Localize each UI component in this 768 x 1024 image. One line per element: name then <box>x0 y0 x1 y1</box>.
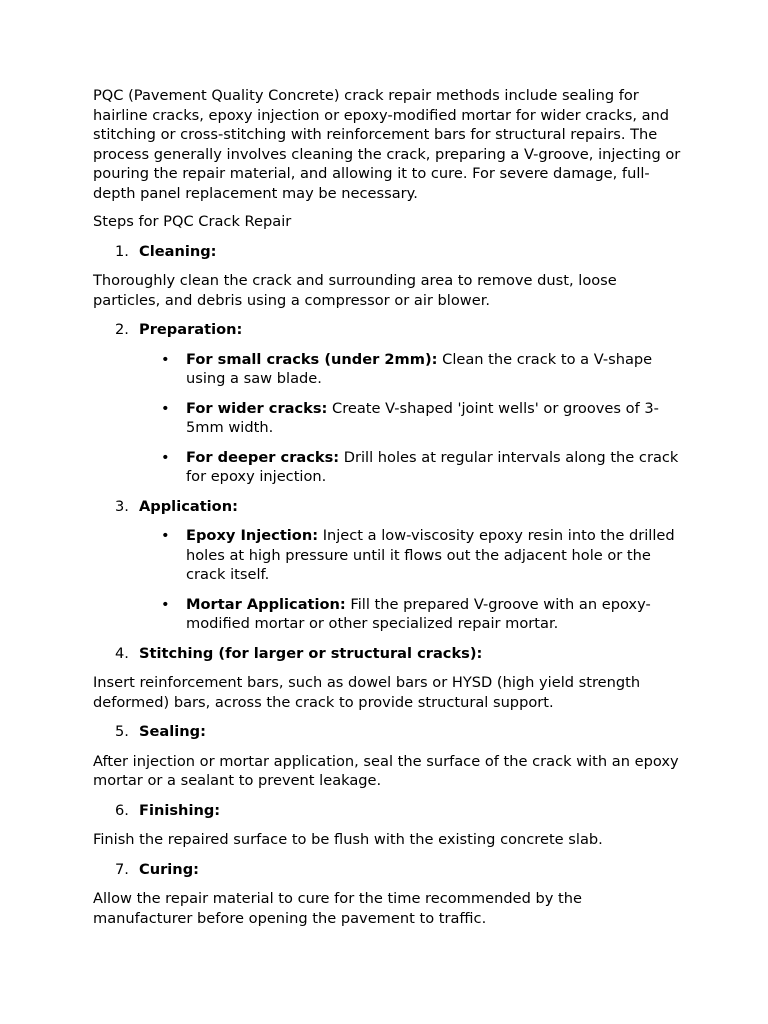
document-page <box>93 86 683 938</box>
bullet-icon: • <box>161 595 170 613</box>
step-number: 1. <box>115 242 129 260</box>
step-7 <box>93 860 683 880</box>
step-4-text: Insert reinforcement bars, such as dowel bars or HYSD (high yield strength deformed) bars, across the crack to provide structural support. <box>93 674 641 711</box>
bullet-icon: • <box>161 350 170 368</box>
bullet-text: Inject a low-viscosity epoxy resin into the drilled holes at high pressure until it flows out the adjacent hole or the crack itself. <box>186 527 675 583</box>
step-4 <box>93 644 683 664</box>
bullet-icon: • <box>161 527 170 544</box>
bullet-text: Create V-shaped 'joint wells' or grooves of 3-5mm width. <box>186 399 659 436</box>
step-6-text: Finish the repaired surface to be flush with the existing concrete slab. <box>93 831 603 848</box>
bullet-term: Epoxy Injection: <box>186 527 319 544</box>
step-title: Application: <box>139 497 238 515</box>
bullet-item <box>93 448 683 487</box>
step-number: 7. <box>115 860 129 878</box>
section-heading: Steps for PQC Crack Repair <box>93 213 292 230</box>
step-title: Preparation: <box>139 321 243 338</box>
intro-paragraph: PQC (Pavement Quality Concrete) crack repair methods include sealing for hairline cracks, epoxy injection or epoxy-modified mortar for wider cracks, and stitching or cross-stitching with reinforcement bars for structural repairs. The process generally involves cleaning the crack, preparing a V-groove, injecting or pouring the repair material, and allowing it to cure. For severe damage, full-depth panel replacement may be necessary. <box>93 87 681 202</box>
bullet-item <box>93 526 683 585</box>
step-2 <box>93 320 683 340</box>
bullet-item <box>93 595 683 634</box>
step-6 <box>93 801 683 821</box>
step-5 <box>93 722 683 742</box>
step-number: 2. <box>115 321 129 338</box>
step-title: Finishing: <box>139 801 221 819</box>
step-1-text: Thoroughly clean the crack and surrounding area to remove dust, loose particles, and debris using a compressor or air blower. <box>93 272 617 309</box>
bullet-text: Clean the crack to a V-shape using a saw blade. <box>186 350 653 387</box>
step-number: 5. <box>115 723 129 740</box>
step-number: 4. <box>115 644 129 662</box>
step-number: 3. <box>115 497 129 515</box>
bullet-item <box>93 350 683 389</box>
step-3-bullet-list <box>93 526 683 634</box>
step-5-text: After injection or mortar application, seal the surface of the crack with an epoxy mortar or a sealant to prevent leakage. <box>93 752 679 789</box>
bullet-term: Mortar Application: <box>186 595 346 613</box>
step-title: Sealing: <box>139 723 206 740</box>
step-7-text: Allow the repair material to cure for the time recommended by the manufacturer before opening the pavement to traffic. <box>93 890 582 927</box>
step-2-bullet-list <box>93 350 683 487</box>
step-title: Curing: <box>139 860 199 878</box>
bullet-text: Drill holes at regular intervals along the crack for epoxy injection. <box>186 448 679 485</box>
bullet-item <box>93 399 683 438</box>
bullet-term: For wider cracks: <box>186 399 328 417</box>
step-1 <box>93 242 683 262</box>
step-3 <box>93 497 683 517</box>
step-number: 6. <box>115 801 129 819</box>
step-title: Cleaning: <box>139 242 217 260</box>
bullet-icon: • <box>161 448 170 466</box>
bullet-term: For deeper cracks: <box>186 448 340 466</box>
bullet-icon: • <box>161 399 170 417</box>
bullet-term: For small cracks (under 2mm): <box>186 350 438 368</box>
bullet-text: Fill the prepared V-groove with an epoxy-modified mortar or other specialized repair mortar. <box>186 595 651 632</box>
step-title: Stitching (for larger or structural cracks): <box>139 644 483 662</box>
